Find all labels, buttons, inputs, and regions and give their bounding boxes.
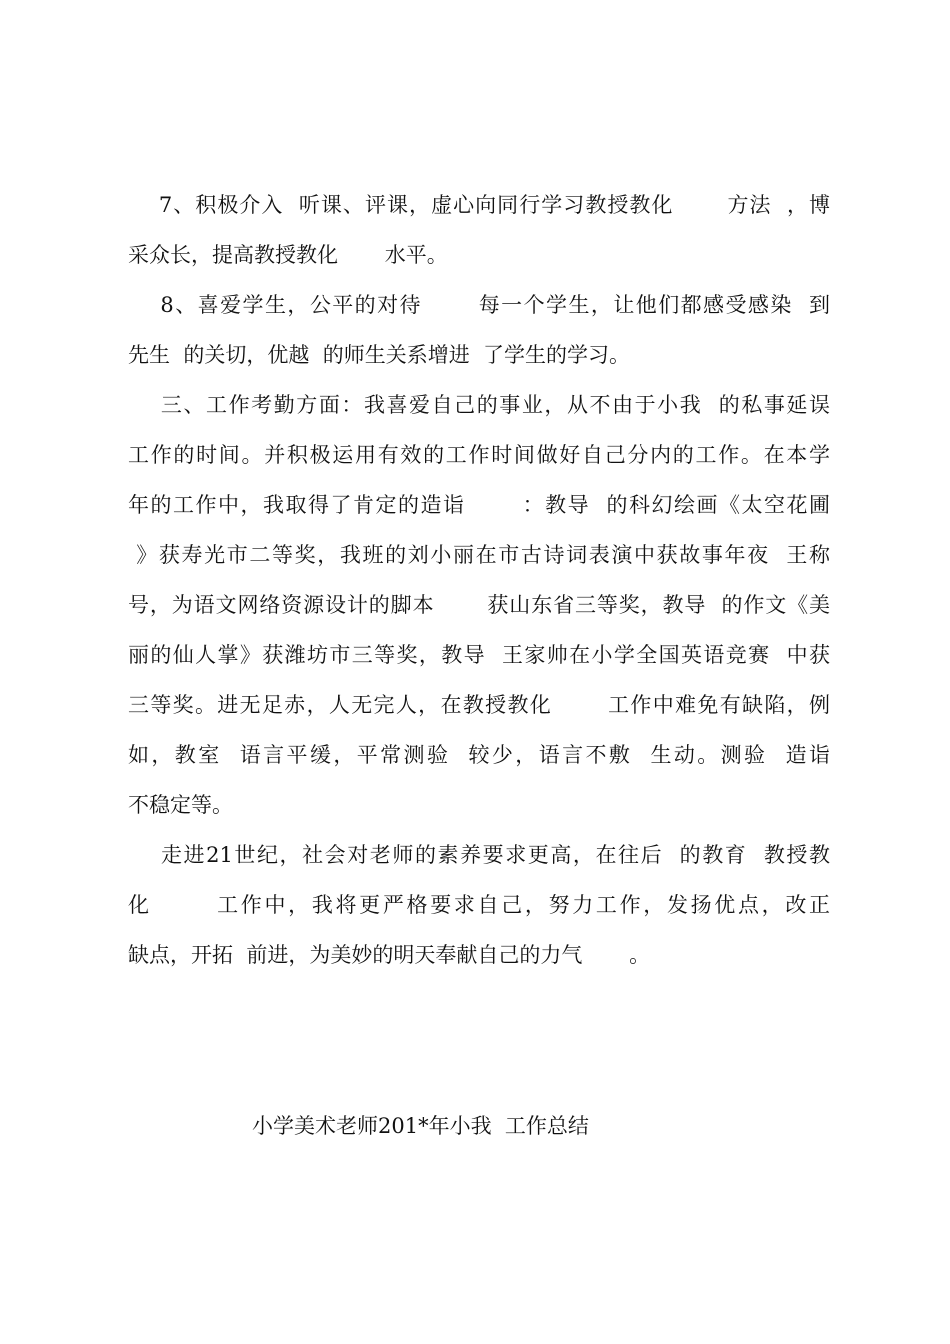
paragraph-line: 年的工作中，我取得了肯定的造诣 ：教导 的科幻绘画《太空花圃 (128, 493, 830, 517)
paragraph-line: 缺点，开拓 前进，为美妙的明天奉献自己的力气 。 (128, 943, 651, 967)
paragraph-line: 如，教室 语言平缓，平常测验 较少，语言不敷 生动。测验 造诣 (128, 743, 830, 767)
paragraph-line: 不稳定等。 (128, 793, 233, 817)
paragraph-line: 号，为语文网络资源设计的脚本 获山东省三等奖，教导 的作文《美 (128, 593, 830, 617)
paragraph-line: 》获寿光市二等奖，我班的刘小丽在市古诗词表演中获故事年夜 王称 (128, 543, 830, 567)
paragraph-line: 工作的时间。并积极运用有效的工作时间做好自己分内的工作。在本学 (128, 443, 830, 467)
paragraph-line: 丽的仙人掌》获潍坊市三等奖，教导 王家帅在小学全国英语竞赛 中获 (128, 643, 830, 667)
footer-title: 小学美术老师201*年小我 工作总结 (252, 1114, 589, 1138)
paragraph-line: 三、工作考勤方面：我喜爱自己的事业，从不由于小我 的私事延误 (128, 393, 830, 417)
paragraph-line: 7、积极介入 听课、评课，虚心向同行学习教授教化 方法 ，博 (128, 193, 830, 217)
paragraph-line: 化 工作中，我将更严格要求自己，努力工作，发扬优点，改正 (128, 893, 830, 917)
paragraph-line: 先生 的关切，优越 的师生关系增进 了学生的学习。 (128, 343, 631, 367)
paragraph-line: 三等奖。进无足赤，人无完人，在教授教化 工作中难免有缺陷，例 (128, 693, 830, 717)
paragraph-line: 走进21世纪，社会对老师的素养要求更高，在往后 的教育 教授教 (128, 843, 830, 867)
paragraph-line: 采众长，提高教授教化 水平。 (128, 243, 448, 267)
paragraph-line: 8、喜爱学生，公平的对待 每一个学生，让他们都感受感染 到 (128, 293, 830, 317)
